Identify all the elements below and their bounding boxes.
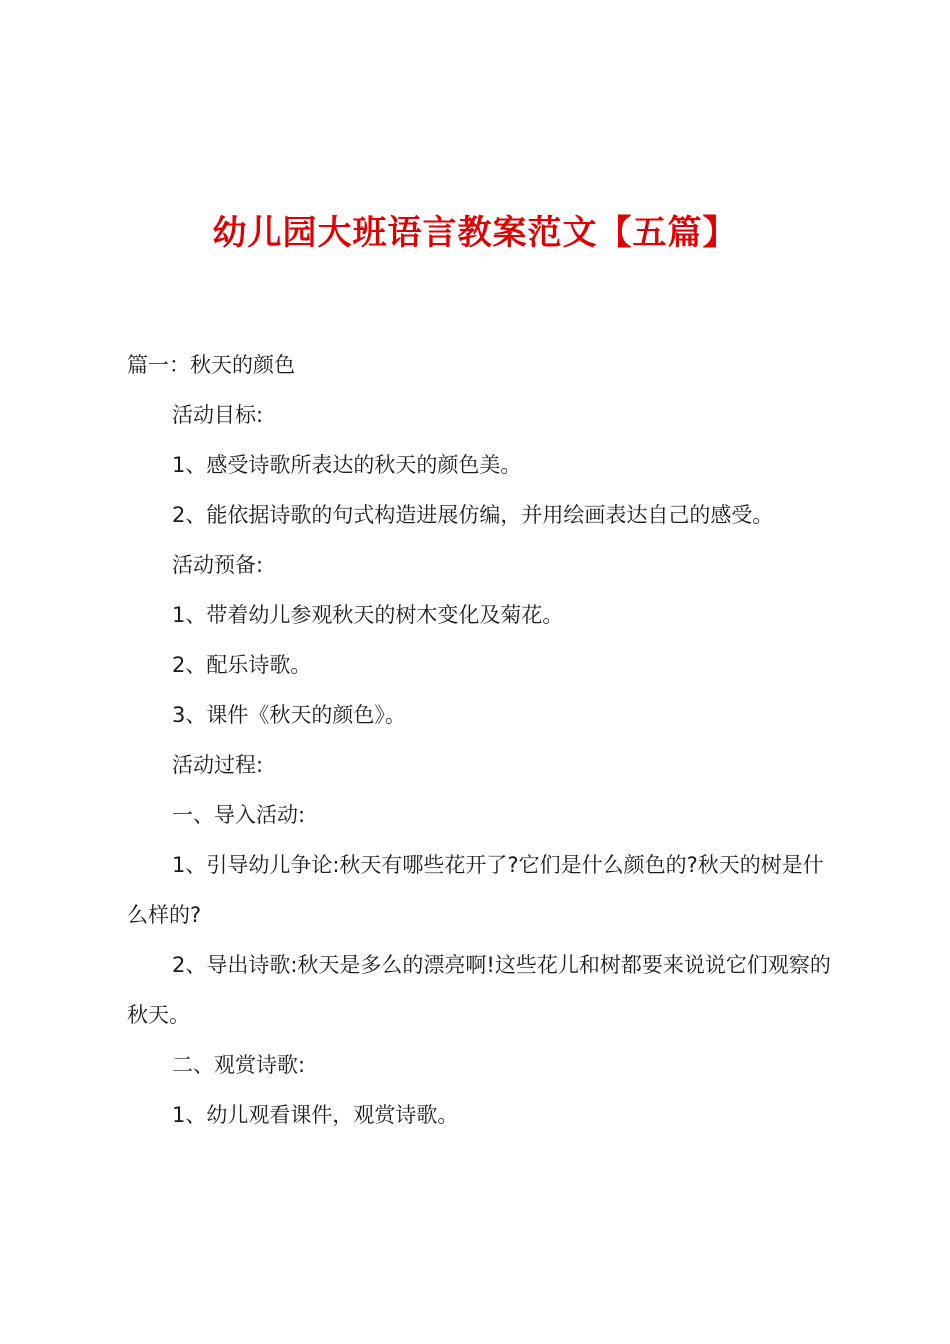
paragraph: 1、引导幼儿争论:秋天有哪些花开了?它们是什么颜色的?秋天的树是什么样的? [127,853,824,927]
paragraph: 1、幼儿观看课件，观赏诗歌。 [172,1103,459,1127]
paragraph: 活动目标: [172,403,264,427]
paragraph: 2、能依据诗歌的句式构造进展仿编，并用绘画表达自己的感受。 [172,503,774,527]
paragraph: 活动过程: [172,753,264,777]
paragraph: 2、导出诗歌:秋天是多么的漂亮啊!这些花儿和树都要来说说它们观察的秋天。 [127,953,831,1027]
paragraph: 3、课件《秋天的颜色》。 [172,703,406,727]
paragraph: 一、导入活动: [172,803,306,827]
paragraph: 二、观赏诗歌: [172,1053,306,1077]
paragraph: 1、带着幼儿参观秋天的树木变化及菊花。 [172,603,564,627]
paragraph: 2、配乐诗歌。 [172,653,312,677]
paragraph: 1、感受诗歌所表达的秋天的颜色美。 [172,453,522,477]
paragraph: 篇一：秋天的颜色 [127,353,295,377]
paragraph: 活动预备: [172,553,264,577]
document-body [127,340,837,1140]
document-title: 幼儿园大班语言教案范文【五篇】 [212,213,738,253]
